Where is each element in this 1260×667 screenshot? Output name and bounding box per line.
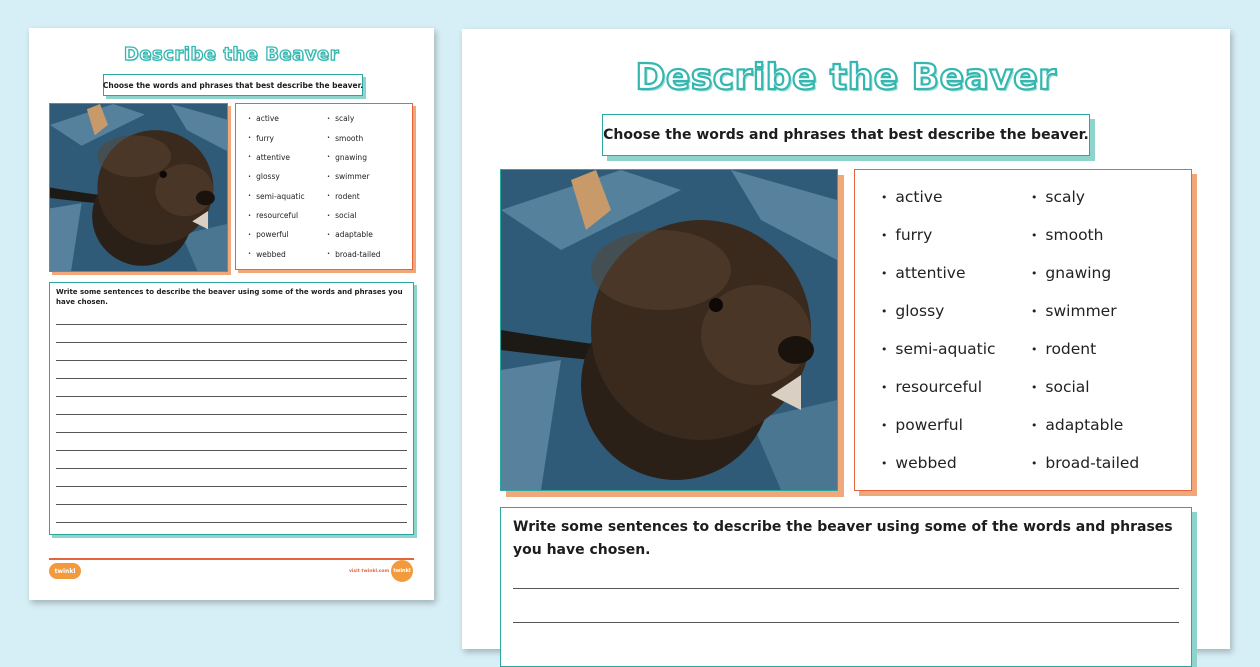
twinkl-logo: twinkl [49, 563, 81, 579]
word-item: • adaptable [327, 230, 373, 240]
word-item: • furry [248, 133, 274, 143]
writing-line [56, 504, 407, 505]
worksheet-title: Describe the Beaver [123, 44, 340, 65]
beaver-illustration [501, 170, 837, 490]
word-item: • webbed [248, 249, 286, 259]
word-item: • semi-aquatic [248, 191, 305, 201]
word-item: • gnawing [327, 152, 367, 162]
word-item: • powerful [248, 230, 289, 240]
word-item: • swimmer [327, 172, 370, 182]
word-item: • rodent [1031, 340, 1097, 358]
word-item: • gnawing [1031, 264, 1112, 282]
word-item: • furry [881, 226, 933, 244]
word-item: • scaly [1031, 188, 1085, 206]
word-item: • smooth [327, 133, 364, 143]
writing-line [56, 450, 407, 451]
word-item: • adaptable [1031, 416, 1124, 434]
word-item: • attentive [248, 152, 291, 162]
writing-line [56, 468, 407, 469]
word-item: • social [327, 211, 357, 221]
writing-line [56, 432, 407, 433]
footer-divider [49, 558, 414, 560]
writing-line [56, 522, 407, 523]
word-item: • swimmer [1031, 302, 1117, 320]
word-item: • smooth [1031, 226, 1104, 244]
word-item: • attentive [881, 264, 966, 282]
word-item: • active [881, 188, 943, 206]
writing-prompt: Write some sentences to describe the beaver using some of the words and phrases you have chosen. [513, 519, 1173, 558]
word-item: • webbed [881, 454, 957, 472]
word-item: • resourceful [881, 378, 983, 396]
instruction-box: Choose the words and phrases that best describe the beaver. [103, 74, 363, 96]
word-item: • broad-tailed [1031, 454, 1140, 472]
beaver-photo [500, 169, 838, 491]
writing-box [49, 282, 414, 535]
writing-box [500, 507, 1192, 667]
writing-prompt: Write some sentences to describe the beaver using some of the words and phrases you have chosen. [56, 288, 403, 306]
writing-line [56, 342, 407, 343]
word-bank [854, 169, 1192, 491]
word-item: • powerful [881, 416, 963, 434]
footer-url: visit twinkl.com [349, 569, 390, 574]
word-item: • social [1031, 378, 1090, 396]
instruction-box: Choose the words and phrases that best describe the beaver. [602, 114, 1090, 156]
writing-line [56, 414, 407, 415]
beaver-illustration [50, 104, 227, 271]
twinkl-badge-logo: twinkl [391, 560, 413, 582]
writing-line [56, 324, 407, 325]
writing-line [56, 378, 407, 379]
word-item: • broad-tailed [327, 249, 381, 259]
word-bank [235, 103, 413, 270]
writing-line [56, 396, 407, 397]
writing-line [56, 486, 407, 487]
word-item: • glossy [881, 302, 945, 320]
word-item: • scaly [327, 114, 355, 124]
worksheet-detail[interactable] [462, 29, 1230, 649]
word-item: • glossy [248, 172, 280, 182]
word-item: • resourceful [248, 211, 299, 221]
writing-line [56, 360, 407, 361]
word-item: • rodent [327, 191, 360, 201]
word-item: • active [248, 114, 279, 124]
worksheet-title: Describe the Beaver [635, 57, 1057, 98]
writing-line [513, 622, 1179, 623]
worksheet-thumbnail[interactable] [29, 28, 434, 600]
writing-line [513, 588, 1179, 589]
beaver-photo [49, 103, 228, 272]
word-item: • semi-aquatic [881, 340, 996, 358]
